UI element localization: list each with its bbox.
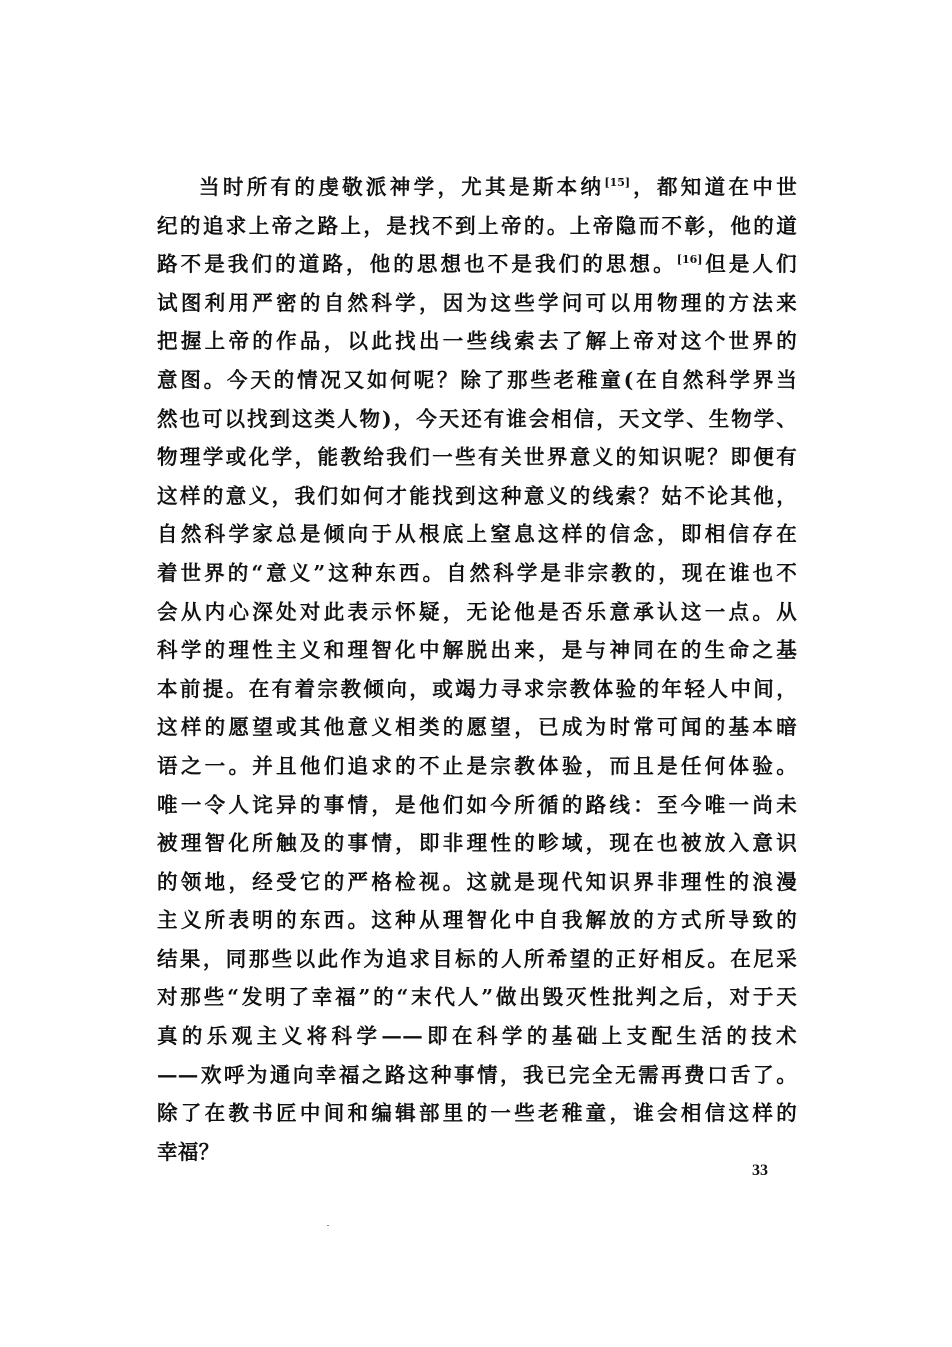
text-line [157, 245, 797, 284]
text-line [157, 168, 797, 207]
text-line [157, 1056, 797, 1095]
footnote-reference: [15] [604, 176, 631, 189]
text-line [157, 477, 797, 516]
text-line [157, 400, 797, 439]
text-line [157, 361, 797, 400]
text-segment: 主义所表明的东西。这种从理智化中自我解放的方式所导致的 [157, 908, 797, 933]
text-line [157, 708, 797, 747]
text-segment: 路不是我们的道路，他的思想也不是我们的思想。 [157, 252, 677, 277]
text-segment: 会从内心深处对此表示怀疑，无论他是否乐意承认这一点。从 [157, 599, 797, 624]
text-line [157, 670, 797, 709]
text-line [157, 438, 797, 477]
text-line [157, 207, 797, 246]
text-line [157, 1133, 797, 1172]
scan-speck [327, 1225, 329, 1226]
text-segment: 把握上帝的作品，以此找出一些线索去了解上帝对这个世界的 [157, 329, 797, 354]
text-segment: 物理学或化学，能教给我们一些有关世界意义的知识呢？即便有 [157, 445, 797, 470]
text-segment: 纪的追求上帝之路上，是找不到上帝的。上帝隐而不彰，他的道 [157, 213, 797, 238]
text-segment: 科学的理性主义和理智化中解脱出来，是与神同在的生命之基 [157, 638, 797, 663]
text-segment: 着世界的“意义”这种东西。自然科学是非宗教的，现在谁也不 [157, 560, 797, 585]
footnote-reference: [16] [676, 253, 703, 267]
text-line [157, 554, 797, 593]
text-line [157, 631, 797, 670]
text-segment: 幸福？ [157, 1139, 220, 1164]
text-line [157, 863, 797, 902]
text-line [157, 593, 797, 632]
text-segment: 结果，同那些以此作为追求目标的人所希望的正好相反。在尼采 [157, 946, 797, 971]
text-line [157, 1094, 797, 1133]
text-segment: 然也可以找到这类人物)，今天还有谁会相信，天文学、生物学、 [157, 406, 797, 431]
text-segment: 除了在教书匠中间和编辑部里的一些老稚童，谁会相信这样的 [157, 1101, 797, 1126]
text-line [157, 786, 797, 825]
text-segment: 当时所有的虔敬派神学，尤其是斯本纳 [199, 175, 605, 199]
page-number: 33 [752, 1162, 768, 1179]
body-paragraph [157, 168, 797, 1171]
text-segment: 本前提。在有着宗教倾向，或竭力寻求宗教体验的年轻人中间， [157, 676, 797, 701]
text-line [157, 322, 797, 361]
text-line [157, 824, 797, 863]
text-segment: 试图利用严密的自然科学，因为这些学问可以用物理的方法来 [157, 290, 797, 315]
text-segment: 的领地，经受它的严格检视。这就是现代知识界非理性的浪漫 [157, 869, 797, 894]
text-segment: 这样的愿望或其他意义相类的愿望，已成为时常可闻的基本暗 [157, 715, 797, 740]
text-line [157, 940, 797, 979]
text-segment: ——欢呼为通向幸福之路这种事情，我已完全无需再费口舌了。 [157, 1062, 797, 1087]
text-segment: 真的乐观主义将科学——即在科学的基础上支配生活的技术 [157, 1024, 797, 1049]
text-segment: 被理智化所触及的事情，即非理性的畛域，现在也被放入意识 [157, 831, 797, 856]
text-line [157, 1017, 797, 1056]
text-segment: 自然科学家总是倾向于从根底上窒息这样的信念，即相信存在 [157, 522, 797, 547]
text-segment: 但是人们 [702, 252, 797, 277]
text-line [157, 901, 797, 940]
text-segment: 意图。今天的情况又如何呢？除了那些老稚童(在自然科学界当 [157, 367, 797, 392]
text-segment: 唯一令人诧异的事情，是他们如今所循的路线：至今唯一尚未 [157, 792, 797, 817]
text-segment: 这样的意义，我们如何才能找到这种意义的线索？姑不论其他， [157, 483, 797, 508]
text-segment: ，都知道在中世 [630, 175, 797, 199]
text-segment: 语之一。并且他们追求的不止是宗教体验，而且是任何体验。 [157, 753, 797, 778]
text-line [157, 978, 797, 1017]
text-line [157, 515, 797, 554]
text-segment: 对那些“发明了幸福”的“末代人”做出毁灭性批判之后，对于天 [157, 985, 797, 1010]
text-line [157, 284, 797, 323]
text-line [157, 747, 797, 786]
